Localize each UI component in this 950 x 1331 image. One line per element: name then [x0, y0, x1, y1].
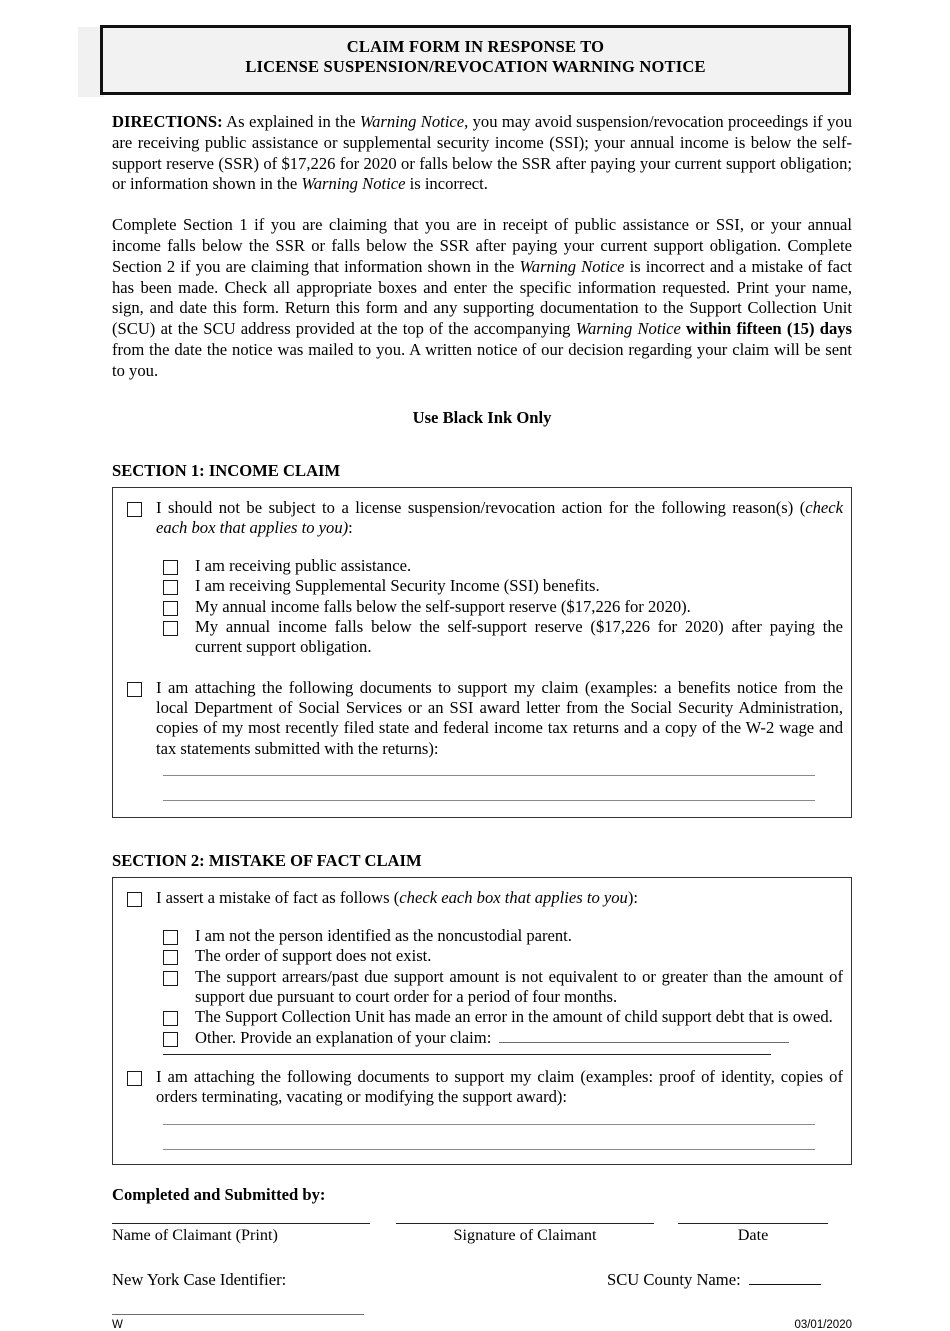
- checkbox-section2-option-1[interactable]: [163, 930, 178, 945]
- section-1-option-label-1: I am receiving public assistance.: [195, 556, 412, 576]
- checkbox-section2-option-3[interactable]: [163, 971, 178, 986]
- section-2-option-label-1: I am not the person identified as the noncustodial parent.: [195, 926, 572, 946]
- section-1-option-list: [121, 556, 843, 657]
- case-identifier-write-line[interactable]: [112, 1314, 364, 1315]
- section-1-attachment-row[interactable]: [121, 678, 843, 759]
- checkbox-section2-attachment[interactable]: [127, 1071, 142, 1086]
- form-content: [112, 112, 852, 1331]
- section-2-box: [112, 877, 852, 1165]
- directions-p1-b: , you may avoid suspension/revocation proceedings if you are receiving public assistance or supplemental security income (SSI); your annual income is below the self-support reserve (SSR) of $17,226 for 2020 or falls below the SSR after paying your current support obligation; or information shown in the: [112, 112, 852, 194]
- section-1-main-claim-italic: check each box that applies to you): [156, 497, 843, 537]
- section-2-main-claim-b: ):: [627, 887, 638, 907]
- directions-p1-a: As explained in the: [222, 112, 360, 131]
- claimant-signature-caption: Signature of Claimant: [453, 1225, 597, 1244]
- section-2-other-text: [195, 1028, 843, 1048]
- section-2-attachment-text: I am attaching the following documents to support my claim (examples: proof of identity, copies of orders terminating, vacating or modifying the support award):: [156, 1066, 843, 1107]
- checkbox-section1-option-3[interactable]: [163, 601, 178, 616]
- identifier-row: [112, 1270, 852, 1290]
- checkbox-section2-option-4[interactable]: [163, 1011, 178, 1026]
- section-1-box: [112, 487, 852, 818]
- claimant-date-caption: Date: [737, 1225, 769, 1244]
- section-1-heading: SECTION 1: INCOME CLAIM: [112, 460, 341, 480]
- paragraph-spacer: [112, 195, 852, 215]
- checkbox-section1-option-2[interactable]: [163, 580, 178, 595]
- section-1-option-row-2[interactable]: [121, 576, 843, 596]
- section-2-option-label-2: The order of support does not exist.: [195, 946, 432, 966]
- completed-by-heading: Completed and Submitted by:: [112, 1184, 326, 1204]
- section-1-option-label-3: My annual income falls below the self-support reserve ($17,226 for 2020).: [195, 596, 691, 616]
- section-2-option-label-4: The Support Collection Unit has made an error in the amount of child support debt that is owed.: [195, 1007, 833, 1027]
- claimant-date-field[interactable]: [678, 1223, 828, 1245]
- directions-p2-italic-1: Warning Notice: [519, 256, 625, 276]
- section-2-option-row-other[interactable]: [121, 1028, 843, 1048]
- use-black-ink-notice: Use Black Ink Only: [412, 407, 552, 427]
- directions-p2-b: is incorrect and a mistake of fact has been made. Check all appropriate boxes and enter the specific information requested. Print your name, sign, and date this form. Return this form and any supporting documentation to the Support Collection Unit (SCU) at the SCU address provided at the top of the accompanying: [112, 256, 852, 339]
- section-2-main-claim-a: I assert a mistake of fact as follows (: [156, 887, 400, 907]
- section-1-write-line-1[interactable]: [163, 775, 815, 776]
- scu-county-input-line[interactable]: [749, 1271, 821, 1285]
- section-1-main-claim-b: :: [348, 517, 353, 537]
- section-2-main-claim-italic: check each box that applies to you: [399, 887, 628, 907]
- directions-p2-italic-2: Warning Notice: [575, 319, 681, 339]
- section-2-other-continuation-line[interactable]: [163, 1054, 771, 1055]
- section-2-option-row-4[interactable]: [121, 1007, 843, 1027]
- section-2-main-claim-row[interactable]: [121, 888, 843, 908]
- section-2-other-label: Other. Provide an explanation of your claim:: [195, 1027, 492, 1047]
- section-1-option-row-4[interactable]: [121, 617, 843, 658]
- directions-p1-italic-2: Warning Notice: [301, 174, 406, 194]
- directions-p2-a: Complete Section 1 if you are claiming that you are in receipt of public assistance or SSI, or your annual income falls below the SSR or falls below the SSR after paying your current support obligation. Complete Section 2 if you are claiming that information shown in the: [112, 215, 852, 276]
- section-2-other-input-line[interactable]: [499, 1029, 789, 1043]
- section-2-write-line-2[interactable]: [163, 1149, 815, 1150]
- directions-paragraph-2: [112, 215, 852, 381]
- directions-p2-bold: within fifteen (15) days: [680, 319, 852, 339]
- section-2-heading: SECTION 2: MISTAKE OF FACT CLAIM: [112, 850, 422, 870]
- section-1-option-label-2: I am receiving Supplemental Security Income (SSI) benefits.: [195, 576, 600, 596]
- section-1-write-line-2[interactable]: [163, 800, 815, 801]
- case-identifier-label: New York Case Identifier:: [112, 1269, 287, 1289]
- scu-county-label: SCU County Name:: [607, 1269, 741, 1289]
- section-2-main-claim-text: [156, 888, 843, 908]
- section-1-option-row-3[interactable]: [121, 597, 843, 617]
- revision-date: 03/01/2020: [794, 1318, 852, 1331]
- section-2-option-row-1[interactable]: [121, 926, 843, 946]
- claimant-name-caption: Name of Claimant (Print): [112, 1225, 278, 1244]
- section-1-main-claim-a: I should not be subject to a license suspension/revocation action for the following reason(s) (: [156, 497, 806, 517]
- signature-line-group: [112, 1223, 852, 1245]
- form-code: W: [112, 1318, 123, 1331]
- form-title-banner: [100, 25, 851, 95]
- claimant-name-field[interactable]: [112, 1223, 370, 1245]
- section-2-option-list: [121, 926, 843, 1048]
- section-2-write-line-1[interactable]: [163, 1124, 815, 1125]
- checkbox-section1-option-1[interactable]: [163, 560, 178, 575]
- directions-paragraph-1: [112, 112, 852, 195]
- section-2-option-row-3[interactable]: [121, 967, 843, 1008]
- directions-label: DIRECTIONS:: [112, 112, 223, 131]
- directions-p1-c: is incorrect.: [405, 174, 488, 194]
- form-title-line-1: CLAIM FORM IN RESPONSE TO: [346, 37, 605, 56]
- section-2-option-row-2[interactable]: [121, 946, 843, 966]
- checkbox-section2-option-2[interactable]: [163, 950, 178, 965]
- section-1-main-claim-row[interactable]: [121, 498, 843, 539]
- section-1-option-label-4: My annual income falls below the self-support reserve ($17,226 for 2020) after paying the current support obligation.: [195, 617, 843, 657]
- page-footer: [112, 1319, 852, 1331]
- claimant-signature-field[interactable]: [396, 1223, 654, 1245]
- section-1-option-row-1[interactable]: [121, 556, 843, 576]
- section-2-option-label-3: The support arrears/past due support amount is not equivalent to or greater than the amount of support due pursuant to court order for a period of four months.: [195, 966, 843, 1007]
- checkbox-section1-main[interactable]: [127, 502, 142, 517]
- directions-p2-c: from the date the notice was mailed to you. A written notice of our decision regarding your claim will be sent to you.: [112, 339, 852, 380]
- checkbox-section1-attachment[interactable]: [127, 682, 142, 697]
- section-2-attachment-row[interactable]: [121, 1067, 843, 1108]
- scu-county-group: [607, 1270, 821, 1290]
- checkbox-section2-main[interactable]: [127, 892, 142, 907]
- checkbox-section1-option-4[interactable]: [163, 621, 178, 636]
- form-title-line-2: LICENSE SUSPENSION/REVOCATION WARNING NOTICE: [245, 57, 706, 76]
- checkbox-section2-option-other[interactable]: [163, 1032, 178, 1047]
- directions-p1-italic-1: Warning Notice: [359, 112, 465, 131]
- section-1-attachment-text: I am attaching the following documents to support my claim (examples: a benefits notice from the local Department of Social Services or an SSI award letter from the Social Security Administration, copies of my most recently filed state and federal income tax returns and a copy of the W-2 wage and tax statements submitted with the returns):: [156, 677, 843, 758]
- section-1-main-claim-text: [156, 498, 843, 539]
